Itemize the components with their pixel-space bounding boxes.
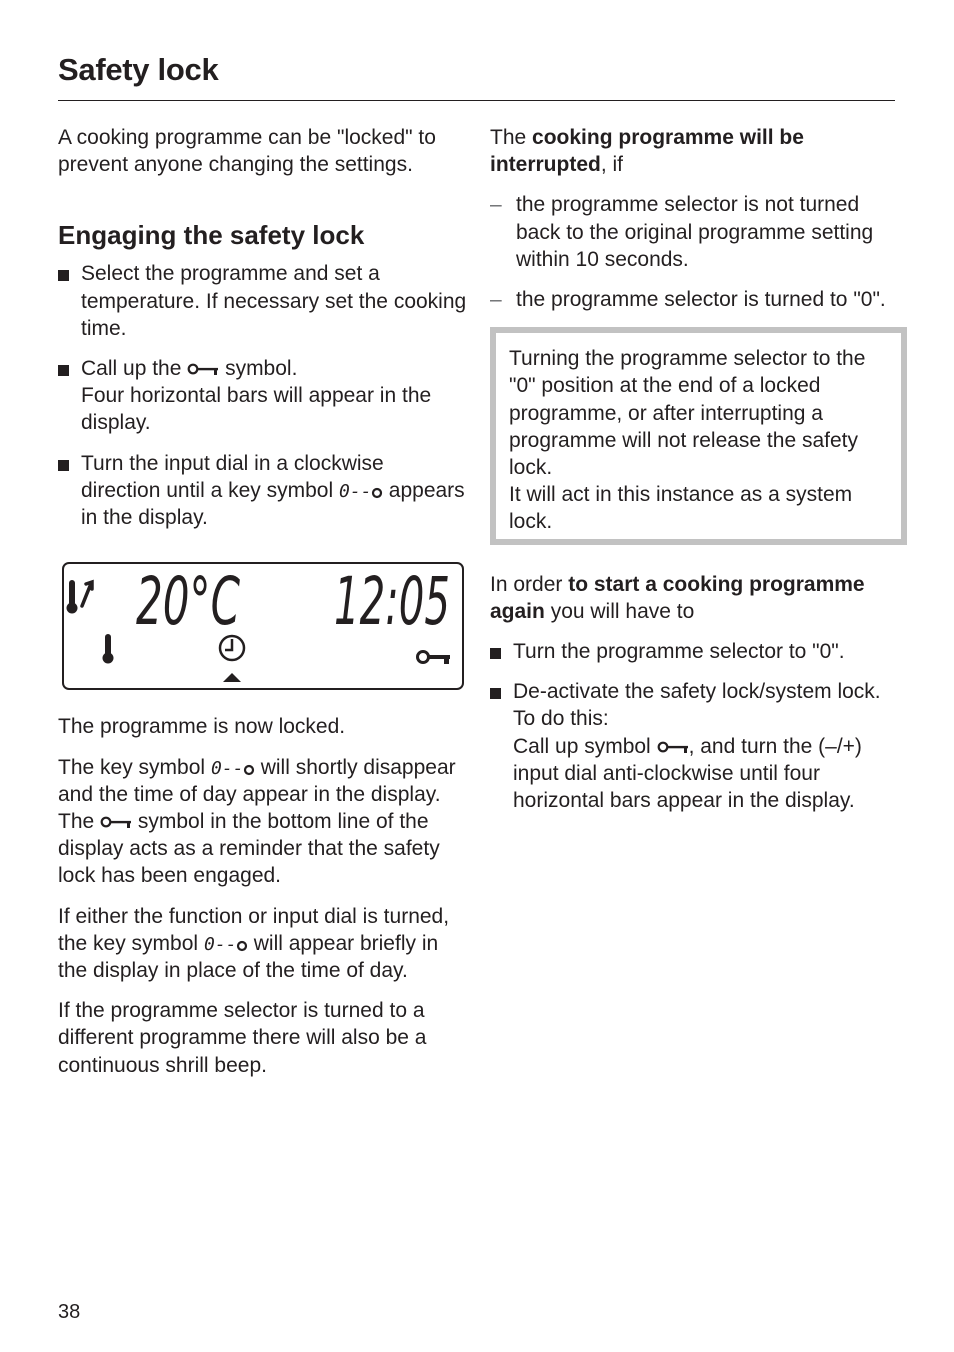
para-text: will shortly disappear and the time of day appear in the display. The xyxy=(58,755,456,834)
key-icon xyxy=(100,815,132,829)
programme-locked-paragraph: The programme is now locked. xyxy=(58,715,346,739)
step-select-programme: Select the programme and set a temperature. If necessary set the cooking time. xyxy=(58,260,468,342)
lock-symbol-icon xyxy=(204,936,248,952)
step-text: Call up symbol xyxy=(513,734,657,758)
intro-paragraph: A cooking programme can be "locked" to prevent anyone changing the settings. xyxy=(58,126,436,177)
lock-symbol-icon xyxy=(339,483,383,499)
oven-display-illustration xyxy=(62,562,464,690)
step-text: Turn the input dial in a clockwise direction until a key symbol xyxy=(81,451,384,502)
para-text: If either the function or input dial is turned, the key symbol xyxy=(58,904,450,955)
step-deactivate-lock xyxy=(490,678,900,814)
para-text: symbol in the bottom line of the display acts as a reminder that the safety lock has been engaged. xyxy=(58,810,440,888)
para-text-bold: cooking programme will be interrupted xyxy=(490,126,804,177)
para-text: The xyxy=(490,126,533,149)
dash-item-not-turned-back: – the programme selector is not turned back to the original programme setting within 10 seconds. xyxy=(490,191,900,273)
step-turn-dial xyxy=(58,450,468,532)
left-column xyxy=(58,124,468,1079)
restart-paragraph xyxy=(490,571,900,625)
key-icon xyxy=(187,362,219,376)
step-text: appears in the display. xyxy=(81,478,465,530)
dash-item-turned-to-zero: – the programme selector is turned to "0". xyxy=(490,286,900,313)
page-number: 38 xyxy=(58,1301,81,1323)
step-text: , and turn the (–/+) input dial anti-clockwise until four horizontal bars appear in the display. xyxy=(513,734,862,813)
section-heading: Engaging the safety lock xyxy=(58,220,365,251)
note-text: Turning the programme selector to the "0" position at the end of a locked programme, or after interrupting a programme will not release the safety lock. xyxy=(509,347,866,480)
step-text: symbol. xyxy=(219,357,298,381)
para-text: In order xyxy=(490,572,569,596)
interrupted-paragraph xyxy=(490,124,900,178)
display-temperature: 20°C xyxy=(136,563,240,641)
right-column xyxy=(490,124,900,814)
para-text: will appear briefly in the display in place of the time of day. xyxy=(58,931,439,983)
note-text: It will act in this instance as a system lock. xyxy=(509,483,853,534)
step-selector-to-zero: Turn the programme selector to "0". xyxy=(490,638,900,665)
step-text: Call up the xyxy=(81,357,188,381)
para-text: you will have to xyxy=(544,599,695,623)
title-rule xyxy=(58,100,895,101)
key-icon xyxy=(657,740,689,754)
para-text: The key symbol xyxy=(58,755,211,779)
lock-symbol-icon xyxy=(211,760,255,776)
beep-paragraph: If the programme selector is turned to a different programme there will also be a continuous shrill beep. xyxy=(58,999,427,1077)
para-text-bold: to start a cooking programme again xyxy=(490,572,865,623)
step-text: De-activate the safety lock/system lock. To do this: xyxy=(513,680,881,731)
dial-turned-paragraph xyxy=(58,903,468,985)
system-lock-note xyxy=(490,327,907,544)
step-call-up-symbol xyxy=(58,355,468,437)
key-symbol-paragraph xyxy=(58,754,468,890)
display-time: 12:05 xyxy=(334,563,450,641)
page-title: Safety lock xyxy=(58,52,219,87)
step-text: Four horizontal bars will appear in the display. xyxy=(81,384,432,435)
para-text: , if xyxy=(600,153,624,177)
